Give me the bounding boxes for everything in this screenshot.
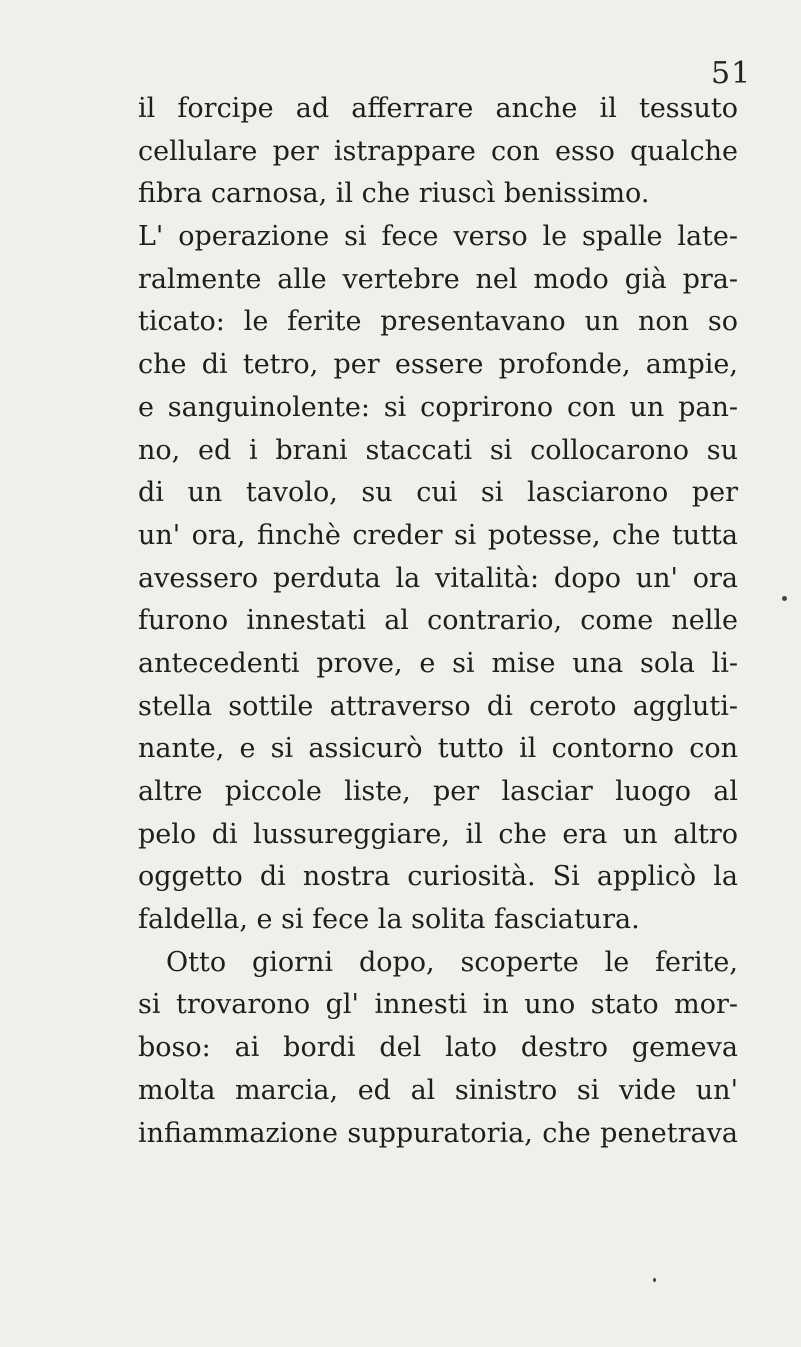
text-line-24: molta marcia, ed al sinistro si vide un' [138, 1074, 738, 1106]
text-line-3: fibra carnosa, il che riuscì benissimo. [138, 178, 650, 210]
text-line-14: antecedenti prove, e si mise una sola li- [138, 647, 738, 679]
text-line-10: di un tavolo, su cui si lasciarono per [138, 477, 738, 509]
text-line-25: infiammazione suppuratoria, che penetrava [138, 1117, 738, 1149]
page-number: 51 [711, 56, 752, 91]
text-line-21: Otto giorni dopo, scoperte le ferite, [166, 946, 738, 978]
text-line-20: faldella, e si fece la solita fasciatura. [138, 904, 640, 936]
text-line-6: ticato: le ferite presentavano un non so [138, 306, 738, 338]
text-line-1: il forcipe ad afferrare anche il tessuto [138, 93, 738, 124]
text-line-4: L' operazione si fece verso le spalle late- [138, 221, 738, 253]
text-line-13: furono innestati al contrario, come nelle [138, 605, 738, 637]
ink-speck [782, 596, 787, 601]
text-line-5: ralmente alle vertebre nel modo già pra- [138, 263, 738, 295]
text-line-17: altre piccole liste, per lasciar luogo al [138, 776, 738, 807]
text-line-2: cellulare per istrappare con esso qualche [138, 135, 738, 167]
ink-speck [653, 1278, 656, 1282]
text-line-19: oggetto di nostra curiosità. Si applicò la [138, 861, 738, 893]
text-line-7: che di tetro, per essere profonde, ampie, [138, 349, 738, 381]
text-line-12: avessero perduta la vitalità: dopo un' ora [138, 562, 738, 594]
text-line-22: si trovarono gl' innesti in uno stato mor- [138, 989, 738, 1021]
text-line-9: no, ed i brani staccati si collocarono su [138, 434, 738, 466]
text-line-23: boso: ai bordi del lato destro gemeva [138, 1032, 738, 1064]
body-text [138, 88, 738, 1155]
text-line-18: pelo di lussureggiare, il che era un altro [138, 818, 738, 850]
text-line-8: e sanguinolente: si coprirono con un pan- [138, 391, 738, 423]
text-line-11: un' ora, finchè creder si potesse, che tutta [138, 519, 738, 551]
text-line-16: nante, e si assicurò tutto il contorno con [138, 733, 738, 765]
text-line-15: stella sottile attraverso di ceroto aggluti- [138, 690, 738, 722]
